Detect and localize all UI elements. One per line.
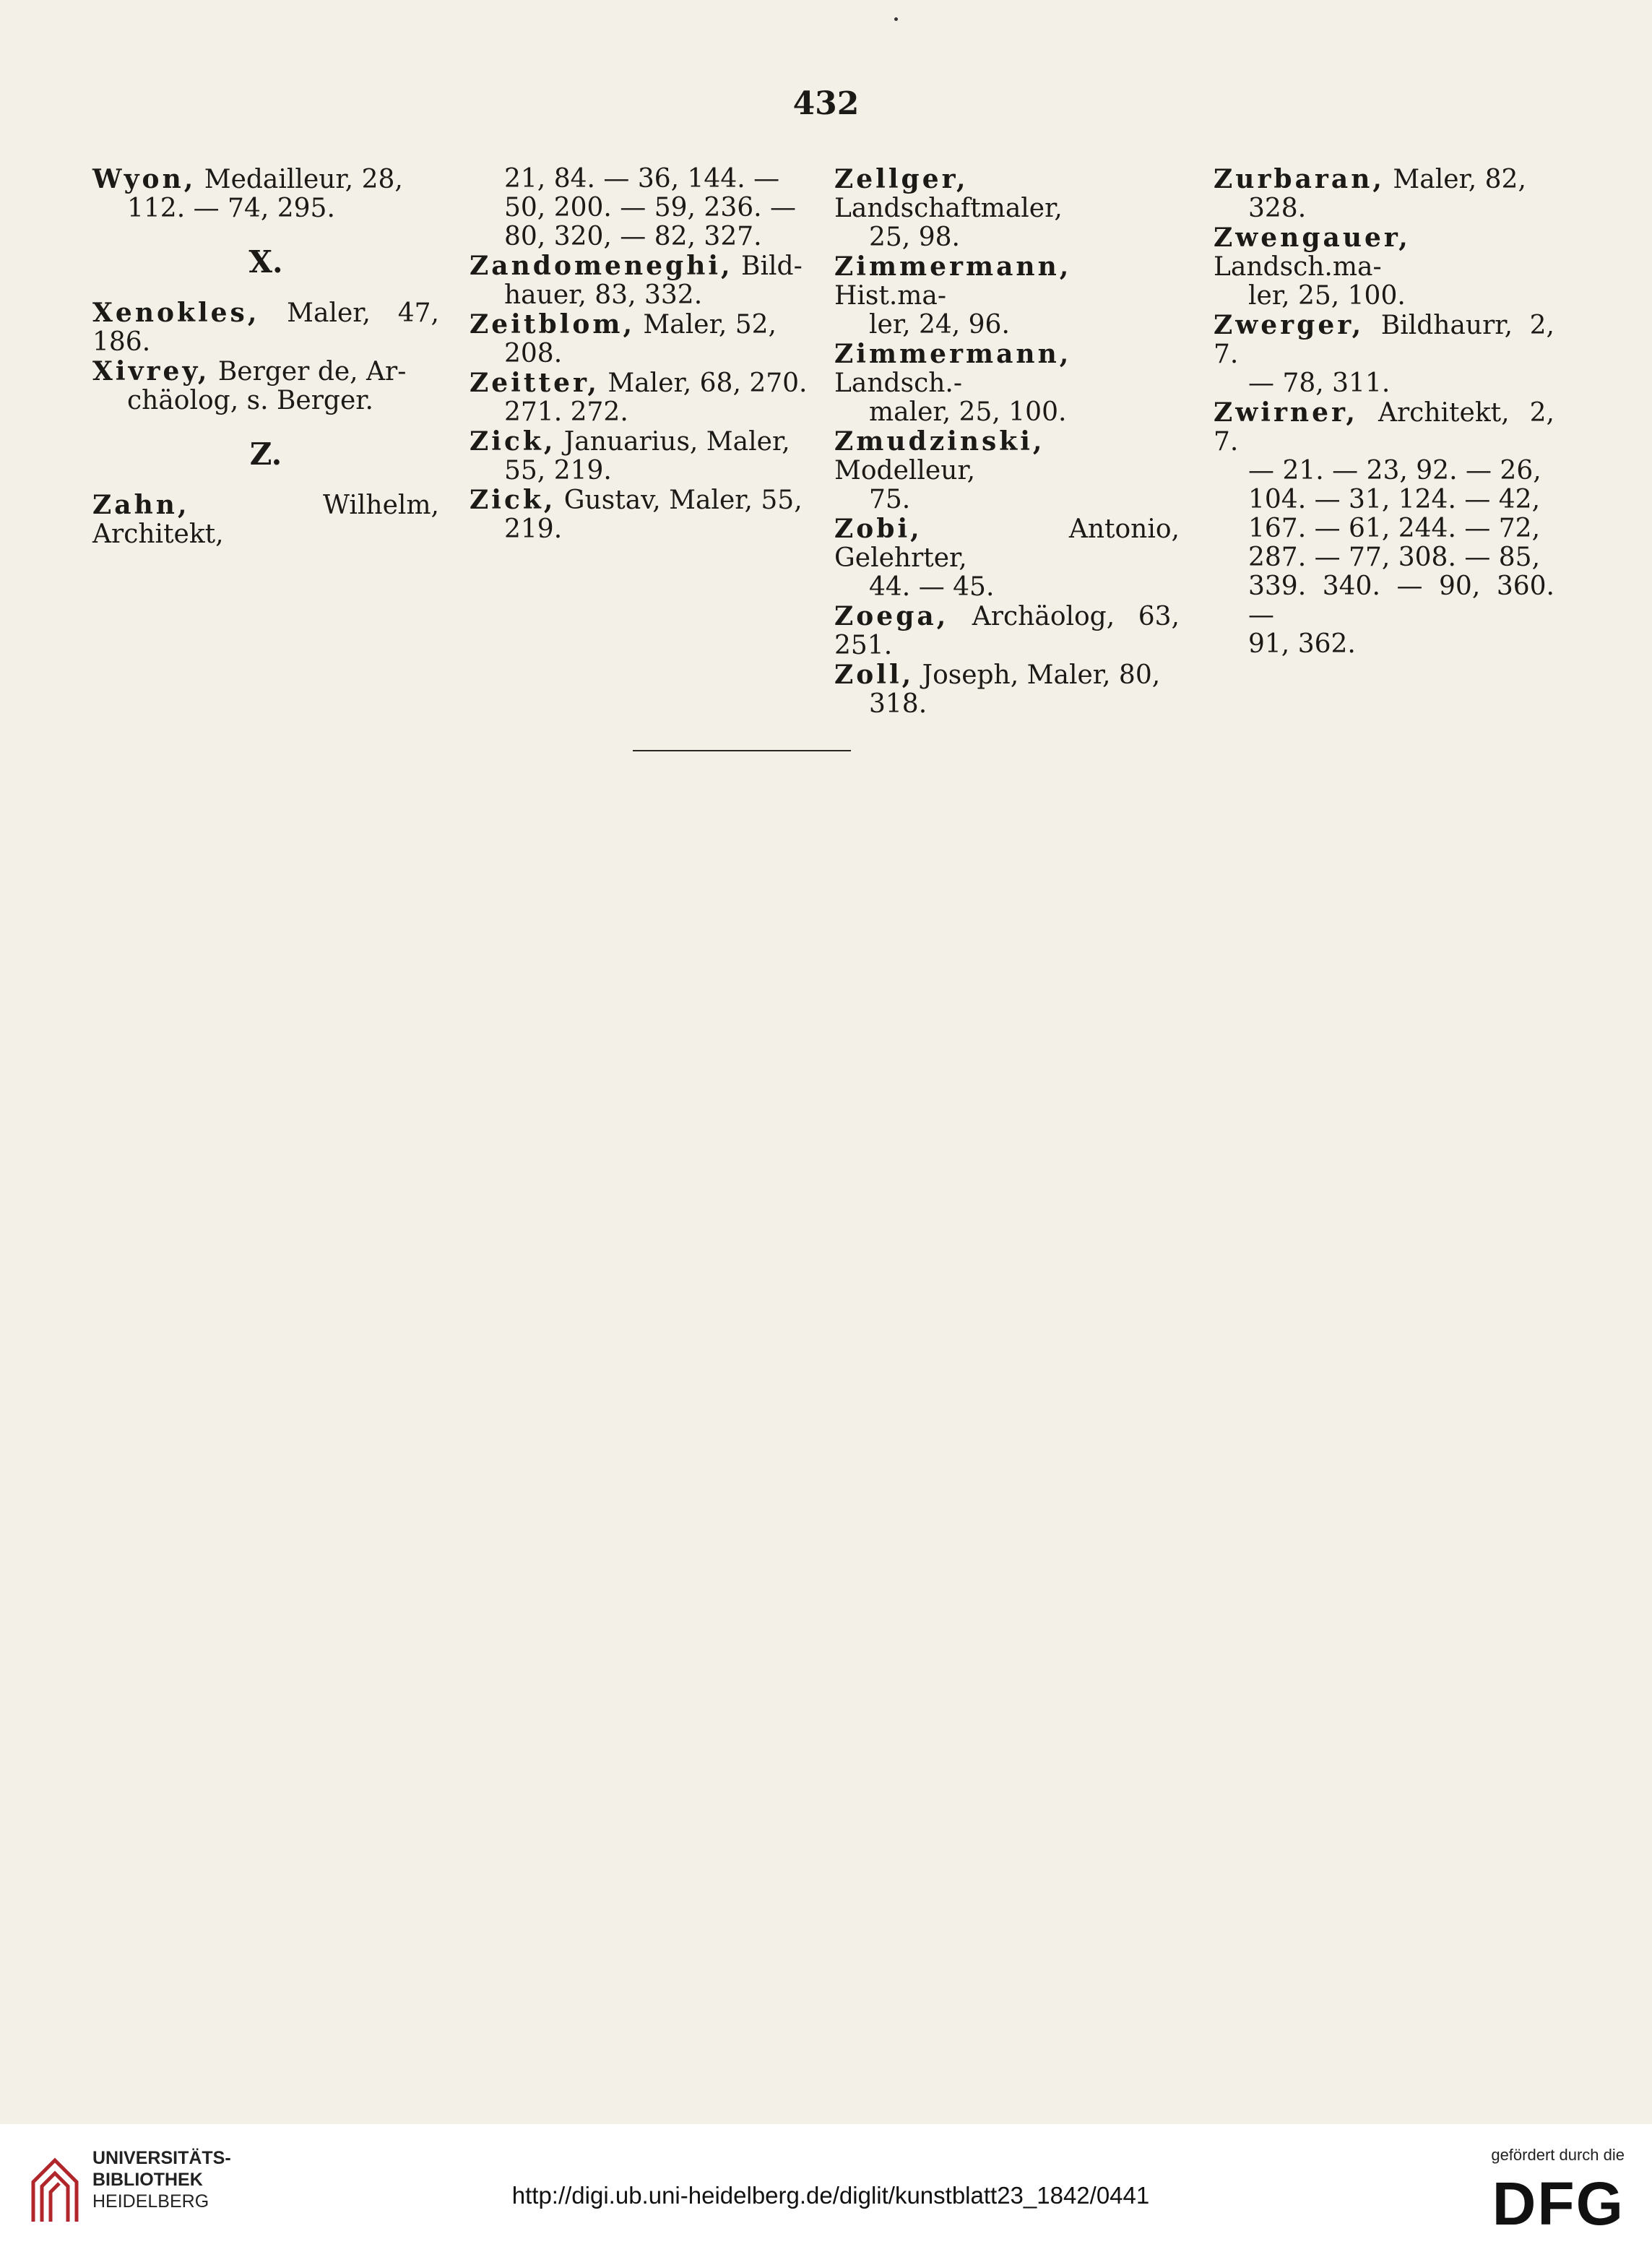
entry-continuation: 25, 98. [869, 223, 960, 252]
entry-headword: Zahn, [92, 490, 190, 520]
entry-description: Landschaftmaler, [834, 194, 1063, 223]
entry-headword: Zimmermann, [834, 339, 1072, 369]
entry-headword: Zoega, [834, 601, 949, 631]
index-entry [1214, 223, 1554, 311]
library-line-3: HEIDELBERG [92, 2191, 209, 2212]
entry-description: Maler, 68, 270. [599, 368, 808, 398]
entry-first-line [1214, 223, 1554, 282]
entry-continuation: chäolog, s. Berger. [127, 386, 373, 415]
entry-description: Januarius, Maler, [555, 427, 790, 457]
entry-continuation: 287. — 77, 308. — 85, [1248, 543, 1541, 572]
entry-description: Maler, 82, [1384, 165, 1526, 194]
entry-continuation: 91, 362. [1248, 629, 1356, 659]
permalink-url[interactable]: http://digi.ub.uni-heidelberg.de/diglit/kunstblatt23_1842/0441 [511, 2182, 1150, 2209]
entry-description: Modelleur, [834, 456, 976, 486]
entry-headword: Zwirner, [1214, 397, 1358, 428]
index-entry [834, 427, 1180, 514]
entry-first-line [470, 223, 815, 251]
index-entry [1214, 486, 1554, 514]
entry-description: Bild- [732, 251, 803, 281]
entry-description: Joseph, Maler, 80, [914, 660, 1161, 690]
index-column-4 [1214, 165, 1554, 659]
entry-first-line [470, 251, 815, 281]
entry-description: Antonio, Gelehrter, [834, 514, 1180, 573]
entry-headword: Zobi, [834, 514, 922, 544]
entry-headword: Wyon, [92, 164, 196, 194]
entry-continuation: 328. [1248, 194, 1307, 223]
index-entry [92, 491, 439, 549]
entry-headword: Zick, [470, 426, 556, 457]
library-line-1: UNIVERSITÄTS- [92, 2148, 231, 2168]
index-entry [834, 602, 1180, 660]
entry-continuation: 104. — 31, 124. — 42, [1248, 485, 1541, 514]
index-entry [1214, 165, 1554, 223]
entry-first-line [92, 298, 439, 357]
ink-speck [894, 17, 898, 21]
index-entry [470, 223, 815, 251]
index-column-2 [470, 165, 815, 544]
entry-description: Bildhaurr, 2, 7. [1214, 311, 1554, 369]
entry-continuation: — 78, 311. [1248, 368, 1391, 398]
entry-continuation: 208. [504, 339, 563, 368]
index-entry [92, 357, 439, 415]
entry-headword: Zimmermann, [834, 251, 1072, 282]
entry-description: Medailleur, 28, [196, 165, 403, 194]
index-entry [470, 310, 815, 368]
entry-continuation: 318. [869, 689, 927, 719]
entry-headword: Zwengauer, [1214, 223, 1411, 253]
entry-continuation: 75. [869, 485, 911, 514]
entry-first-line [92, 165, 439, 194]
index-entry [834, 660, 1180, 719]
entry-description: Gustav, Maler, 55, [555, 486, 803, 515]
entry-first-line [834, 165, 1180, 223]
entry-description: Hist.ma- [834, 281, 947, 311]
entry-headword: Zwerger, [1214, 310, 1365, 340]
index-column-3 [834, 165, 1180, 719]
entry-continuation: ler, 24, 96. [869, 310, 1010, 340]
entry-first-line [1214, 311, 1554, 369]
funded-by-label: gefördert durch die [1491, 2146, 1625, 2164]
entry-continuation: 112. — 74, 295. [127, 194, 335, 223]
entry-first-line [1214, 165, 1554, 194]
entry-first-line [92, 357, 439, 387]
entry-description: 21, 84. — 36, 144. — [504, 164, 780, 194]
index-entry [1214, 311, 1554, 398]
index-entry [470, 251, 815, 310]
section-letter: X. [248, 244, 283, 280]
entry-headword: Zick, [470, 485, 556, 515]
entry-first-line [834, 660, 1180, 690]
entry-description: Wilhelm, Architekt, [92, 491, 439, 549]
entry-continuation: hauer, 83, 332. [504, 280, 703, 310]
index-entry [470, 427, 815, 486]
entry-first-line [470, 486, 815, 515]
entry-continuation: 219. [504, 514, 563, 544]
entry-continuation: 167. — 61, 244. — 72, [1248, 514, 1541, 543]
entry-headword: Zellger, [834, 164, 969, 194]
entry-description: Architekt, 2, 7. [1214, 398, 1554, 457]
index-entry [92, 165, 439, 223]
index-entry [1214, 630, 1554, 659]
entry-description: Landsch.- [834, 368, 963, 398]
entry-description: Maler, 47, 186. [92, 298, 439, 357]
section-divider-rule [633, 750, 851, 751]
index-column-1 [92, 165, 439, 549]
index-entry [470, 165, 815, 223]
library-name [92, 2147, 231, 2212]
entry-continuation: 44. — 45. [869, 572, 995, 602]
entry-first-line [834, 514, 1180, 573]
section-letter: Z. [249, 436, 282, 472]
entry-first-line [834, 340, 1180, 398]
entry-description: Landsch.ma- [1214, 252, 1382, 282]
entry-continuation: — 21. — 23, 92. — 26, [1248, 456, 1541, 486]
entry-first-line [834, 602, 1180, 660]
index-entry [1214, 543, 1554, 572]
index-entry [1214, 572, 1554, 630]
entry-continuation: ler, 25, 100. [1248, 281, 1406, 311]
index-entry [834, 165, 1180, 252]
entry-description: Berger de, Ar- [209, 357, 407, 387]
entry-continuation: 50, 200. — 59, 236. — [504, 193, 797, 223]
entry-first-line [470, 368, 815, 398]
entry-continuation: 339. 340. — 90, 360. — [1248, 571, 1554, 630]
dfg-logo: DFG [1492, 2170, 1625, 2238]
entry-description: 80, 320, — 82, 327. [504, 222, 762, 251]
entry-continuation: 55, 219. [504, 456, 612, 486]
entry-description: Maler, 52, [634, 310, 777, 340]
entry-first-line [834, 427, 1180, 486]
index-entry [1214, 398, 1554, 486]
page-number: 432 [792, 85, 860, 122]
index-entry [1214, 514, 1554, 543]
entry-headword: Zurbaran, [1214, 164, 1385, 194]
index-entry [834, 252, 1180, 340]
entry-headword: Zandomeneghi, [470, 251, 733, 281]
entry-first-line [470, 165, 815, 194]
index-entry [92, 298, 439, 357]
entry-continuation: 271. 272. [504, 397, 628, 427]
index-entry [834, 340, 1180, 427]
entry-first-line [834, 252, 1180, 311]
entry-headword: Zeitter, [470, 368, 600, 398]
index-entry [470, 486, 815, 544]
entry-first-line [92, 491, 439, 549]
entry-headword: Zeitblom, [470, 309, 635, 340]
entry-first-line [470, 310, 815, 340]
entry-continuation: maler, 25, 100. [869, 397, 1067, 427]
entry-headword: Xenokles, [92, 298, 260, 328]
entry-first-line [1214, 398, 1554, 457]
index-entry [834, 514, 1180, 602]
entry-headword: Zmudzinski, [834, 426, 1045, 457]
index-entry [470, 368, 815, 427]
entry-headword: Zoll, [834, 660, 914, 690]
library-line-2: BIBLIOTHEK [92, 2170, 203, 2190]
entry-first-line [470, 427, 815, 457]
entry-headword: Xivrey, [92, 356, 210, 387]
entry-description: Archäolog, 63, 251. [834, 602, 1180, 660]
footer-bar [0, 2124, 1652, 2252]
